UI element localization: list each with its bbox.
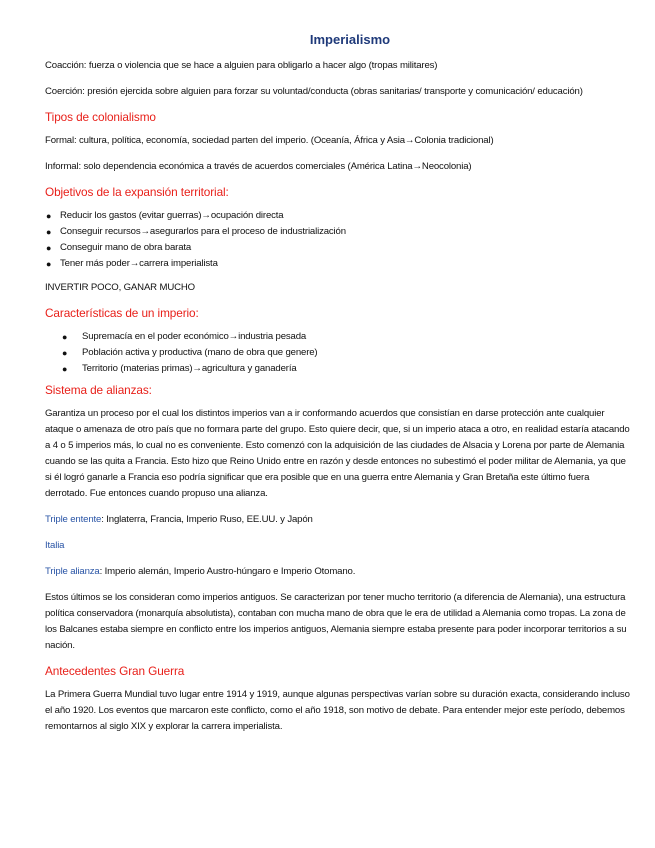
list-item [45, 240, 633, 256]
objetivos-list [45, 208, 633, 272]
list-item-text: Tener más poder→carrera imperialista [60, 258, 218, 269]
caracteristicas-heading: Características de un imperio: [45, 306, 199, 320]
triple-entente-members: : Inglaterra, Francia, Imperio Ruso, EE.UU. y Japón [101, 514, 313, 525]
italia-label: Italia [45, 540, 65, 551]
list-item [45, 208, 633, 224]
list-item-text: Conseguir recursos→asegurarlos para el proceso de industrialización [60, 226, 346, 237]
triple-alianza-label: Triple alianza [45, 566, 100, 577]
alianzas-heading: Sistema de alianzas: [45, 383, 152, 397]
bullet-icon: ● [62, 364, 68, 374]
triple-alianza-members: : Imperio alemán, Imperio Austro-húngaro e Imperio Otomano. [99, 566, 356, 577]
coercion-definition: Coerción: presión ejercida sobre alguien para forzar su voluntad/conducta (obras sanitarias/ transporte y comunicación/ educación) [45, 86, 583, 97]
list-item [59, 329, 633, 345]
bullet-icon: ● [46, 227, 52, 237]
list-item [45, 224, 633, 240]
antecedentes-paragraph: La Primera Guerra Mundial tuvo lugar entre 1914 y 1919, aunque algunas perspectivas varían sobre su duración exacta, considerando incluso el año 1920. Los eventos que marcaron este conflicto, como el año 1918, son motivo de debate. Para entender mejor este período, debemos remontarnos al siglo XIX y explorar la carrera imperialista. [45, 689, 630, 732]
bullet-icon: ● [62, 348, 68, 358]
formal-colonialism: Formal: cultura, política, economía, sociedad parten del imperio. (Oceanía, África y Asia→Colonia tradicional) [45, 135, 494, 146]
informal-colonialism: Informal: solo dependencia económica a través de acuerdos comerciales (América Latina→Neocolonia) [45, 161, 472, 172]
alianzas-paragraph: Garantiza un proceso por el cual los distintos imperios van a ir conformando acuerdos que consistían en darse protección ante cualquier ataque o amenaza de otro país que no formara parte del grupo. Esto quiere decir, que, si un imperio ataca a otro, en realidad estaría atacando a 4 o 5 imperios más, lo cual no es conveniente. Esto comenzó con la adquisición de las ciudades de Alsacia y Lorena por parte de Alemania cuando se las quita a Francia. Esto hizo que Reino Unido entre en razón y desde entonces no subestimó el poder militar de Alemania, ya que si él logró ganarle a Francia eso podría significar que era posible que en una guerra entre Alemania y Gran Bretaña este último fuera derrotado. Fue entonces cuando propuso una alianza. [45, 408, 630, 499]
triple-alianza [45, 564, 633, 580]
bullet-icon: ● [46, 211, 52, 221]
list-item [59, 361, 633, 377]
bullet-icon: ● [46, 243, 52, 253]
caracteristicas-list [59, 329, 633, 377]
imperios-antiguos-paragraph: Estos últimos se los consideran como imperios antiguos. Se caracterizan por tener mucho territorio (a diferencia de Alemania), una estructura política conservadora (monarquía absolutista), contaban con mucha mano de obra que le era de utilidad a Alemania como tropas. La zona de los Balcanes estaba siempre en conflicto entre los imperios antiguos, Alemania siempre estaba presente para poder incorporar territorios a su nación. [45, 592, 627, 651]
bullet-icon: ● [46, 259, 52, 269]
objetivos-heading: Objetivos de la expansión territorial: [45, 185, 229, 199]
list-item-text: Población activa y productiva (mano de obra que genere) [82, 347, 318, 358]
coaccion-definition: Coacción: fuerza o violencia que se hace a alguien para obligarlo a hacer algo (tropas militares) [45, 60, 438, 71]
list-item [45, 256, 633, 272]
antecedentes-heading: Antecedentes Gran Guerra [45, 664, 185, 678]
document-title: Imperialismo [309, 32, 391, 47]
triple-entente [45, 512, 633, 528]
list-item-text: Reducir los gastos (evitar guerras)→ocupación directa [60, 210, 284, 221]
bullet-icon: ● [62, 332, 68, 342]
list-item-text: Supremacía en el poder económico→industria pesada [82, 331, 307, 342]
tipos-heading: Tipos de colonialismo [45, 110, 156, 124]
motto: INVERTIR POCO, GANAR MUCHO [45, 282, 195, 293]
triple-entente-label: Triple entente [45, 514, 102, 525]
list-item-text: Conseguir mano de obra barata [60, 242, 192, 253]
list-item-text: Territorio (materias primas)→agricultura y ganadería [82, 363, 297, 374]
list-item [59, 345, 633, 361]
